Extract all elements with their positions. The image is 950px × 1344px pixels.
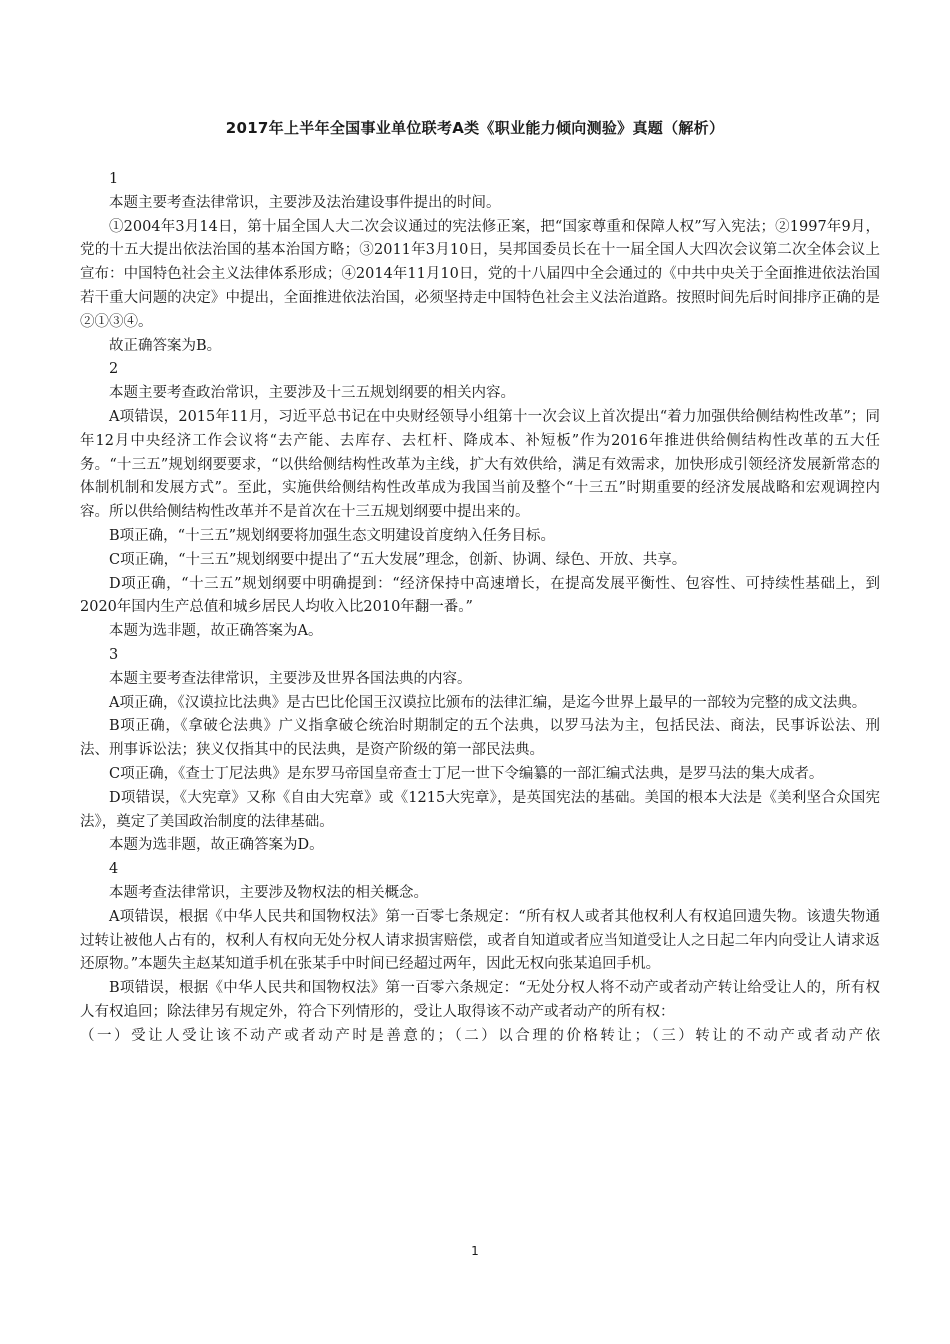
paragraph: C项正确，“十三五”规划纲要中提出了“五大发展”理念，创新、协调、绿色、开放、共享。	[109, 551, 687, 568]
paragraph: B项正确，《拿破仑法典》广义指拿破仑统治时期制定的五个法典，以罗马法为主，包括民法、商法，民事诉讼法、刑法、刑事诉讼法；狭义仅指其中的民法典，是资产阶级的第一部民法典。	[80, 718, 880, 759]
paragraph: A项错误，根据《中华人民共和国物权法》第一百零七条规定：“所有权人或者其他权利人有权追回遗失物。该遗失物通过转让被他人占有的，权利人有权向无处分权人请求损害赔偿，或者自知道或者应当知道受让人之日起二年内向受让人请求返还原物。”本题失主赵某知道手机在张某手中时间已经超过两年，因此无权向张某追回手机。	[80, 908, 880, 973]
question-number: 2	[109, 361, 119, 378]
page-title: 2017年上半年全国事业单位联考A类《职业能力倾向测验》真题（解析）	[225, 119, 725, 137]
question-number: 3	[109, 646, 119, 663]
question-number: 1	[109, 171, 119, 187]
paragraph: B项错误，根据《中华人民共和国物权法》第一百零六条规定：“无处分权人将不动产或者动产转让给受让人的，所有权人有权追回；除法律另有规定外，符合下列情形的，受让人取得该不动产或者动产的所有权：	[80, 980, 880, 1020]
paragraph: ①2004年3月14日，第十届全国人大二次会议通过的宪法修正案，把“国家尊重和保障人权”写入宪法；②1997年9月，党的十五大提出依法治国的基本治国方略；③2011年3月10日，吴邦国委员长在十一届全国人大四次会议第二次全体会议上宣布：中国特色社会主义法律体系形成；④2014年11月10日，党的十八届四中全会通过的《中共中央关于全面推进依法治国若干重大问题的决定》中提出，全面推进依法治国，必须坚持走中国特色社会主义法治道路。按照时间先后时间排序正确的是②①③④。	[80, 218, 880, 330]
document-body	[80, 168, 880, 1048]
page-number: 1	[471, 1244, 479, 1258]
paragraph: A项错误，2015年11月，习近平总书记在中央财经领导小组第十一次会议上首次提出“着力加强供给侧结构性改革”；同年12月中央经济工作会议将“去产能、去库存、去杠杆、降成本、补短板”作为2016年推进供给侧结构性改革的五大任务。“十三五”规划纲要要求，“以供给侧结构性改革为主线，扩大有效供给，满足有效需求，加快形成引领经济发展新常态的体制机制和发展方式”。至此，实施供给侧结构性改革成为我国当前及整个“十三五”时期重要的经济发展战略和宏观调控内容。所以供给侧结构性改革并不是首次在十三五规划纲要中提出来的。	[80, 408, 880, 521]
paragraph-continuation: （一）受让人受让该不动产或者动产时是善意的；（二）以合理的价格转让；（三）转让的不动产或者动产依	[80, 1027, 880, 1044]
paragraph: 本题主要考查法律常识，主要涉及世界各国法典的内容。	[109, 670, 472, 687]
answer-line: 本题为选非题，故正确答案为D。	[109, 837, 324, 854]
paragraph: D项错误，《大宪章》又称《自由大宪章》或《1215大宪章》，是英国宪法的基础。美国的根本大法是《美利坚合众国宪法》，奠定了美国政治制度的法律基础。	[80, 789, 880, 830]
question-number: 4	[109, 861, 119, 878]
paragraph: 本题考查法律常识，主要涉及物权法的相关概念。	[109, 884, 428, 901]
paragraph: 本题主要考查法律常识，主要涉及法治建设事件提出的时间。	[109, 194, 501, 211]
paragraph: B项正确，“十三五”规划纲要将加强生态文明建设首度纳入任务目标。	[109, 527, 555, 544]
answer-line: 故正确答案为B。	[109, 337, 222, 354]
paragraph: C项正确，《查士丁尼法典》是东罗马帝国皇帝查士丁尼一世下令编纂的一部汇编式法典，是罗马法的集大成者。	[109, 765, 824, 782]
paragraph: D项正确，“十三五”规划纲要中明确提到：“经济保持中高速增长，在提高发展平衡性、包容性、可持续性基础上，到2020年国内生产总值和城乡居民人均收入比2010年翻一番。”	[80, 575, 880, 616]
paragraph: A项正确，《汉谟拉比法典》是古巴比伦国王汉谟拉比颁布的法律汇编，是迄今世界上最早的一部较为完整的成文法典。	[109, 694, 867, 711]
answer-line: 本题为选非题，故正确答案为A。	[109, 623, 323, 640]
paragraph: 本题主要考查政治常识，主要涉及十三五规划纲要的相关内容。	[109, 385, 515, 402]
